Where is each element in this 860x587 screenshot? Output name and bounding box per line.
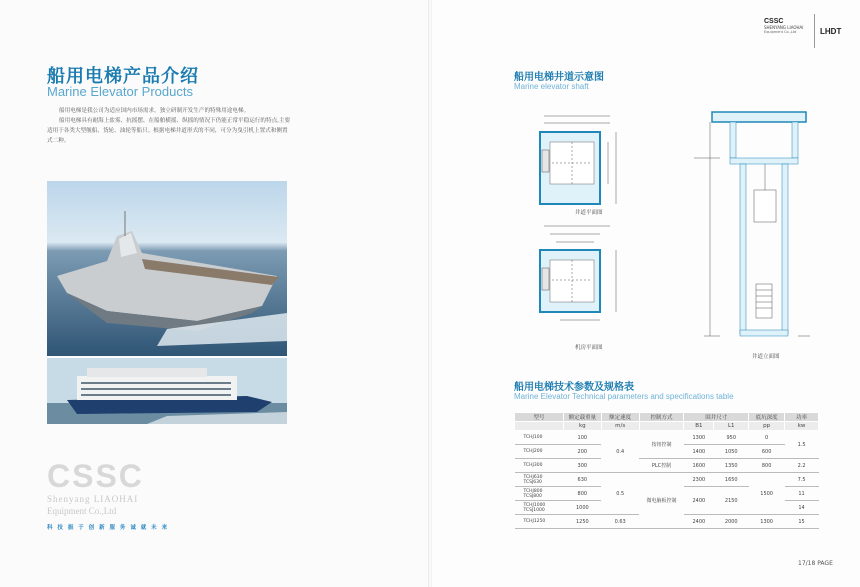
cell-model: TCHJ1250 [515,515,564,529]
cell-load: 800 [563,487,601,501]
model-alt: TCSJ800 [523,493,542,499]
cell-b1: 2300 [684,473,714,487]
table-row [515,459,819,473]
spec-title-en: Marine Elevator Technical parameters and specifications table [514,392,734,401]
shaft-title-cn: 船用电梯井道示意图 [514,72,604,83]
cell-b1: 1300 [684,431,714,445]
table-header-row [515,413,819,422]
brand-subtitle: SHENYANG LIAOHAI [764,25,804,30]
model-main: TCHJ1000 [523,502,546,508]
col-header-speed: 额定速度 [601,413,639,422]
cell-control: 按钮控制 [639,431,684,459]
cell-load: 300 [563,459,601,473]
page-title-cn: 船用电梯产品介绍 [47,66,199,87]
cell-pp: 800 [749,459,785,473]
cell-control: PLC控制 [639,459,684,473]
cell-l1: 1350 [714,459,749,473]
intro-paragraph-1: 船用电梯是我公司为适应国内市场需求，独立研制开发生产的特殊用途电梯。 [59,108,250,114]
model-main: TCHJ630 [523,474,543,480]
unit-b1: B1 [684,422,714,431]
aircraft-carrier-photo [47,181,287,356]
cell-speed: 0.63 [601,515,639,529]
shaft-plan-caption: 井道平面图 [575,210,603,216]
cell-model [515,473,564,487]
spec-table [514,412,819,529]
unit-kg: kg [563,422,601,431]
cell-load: 1250 [563,515,601,529]
cell-b1: 1600 [684,459,714,473]
model-alt: TCSJ1000 [523,507,545,513]
cell-speed: 0.4 [601,431,639,473]
logo-company-suffix: Equipment Co.,Ltd [47,506,117,516]
brand-block [764,18,814,34]
col-header-load: 额定载重量 [563,413,601,422]
intro-text [47,106,292,146]
shaft-elevation-caption: 井道立面图 [752,354,780,360]
cell-control: 微电脑板控制 [639,473,684,529]
logo-company-name: Shenyang LIAOHAI [47,494,139,504]
shaft-elevation-diagram [690,108,820,348]
cell-pp: 1500 [749,473,785,515]
model-alt: TCSJ630 [523,479,542,485]
unit-pp: pp [749,422,785,431]
table-unit-row [515,422,819,431]
col-header-shaft-size: 围井尺寸 [684,413,749,422]
model-main: TCHJ800 [523,488,543,494]
spec-title-cn: 船用电梯技术参数及规格表 [514,382,634,393]
cell-load: 630 [563,473,601,487]
cell-pp: 600 [749,445,785,459]
shaft-plan-diagram [530,108,625,208]
table-row [515,473,819,487]
cell-l1: 950 [714,431,749,445]
cssc-watermark-logo: CSSC [47,458,144,494]
cell-model [515,501,564,515]
unit-l1: L1 [714,422,749,431]
cell-load: 1000 [563,501,601,515]
cell-load: 200 [563,445,601,459]
company-slogan: 科 技 振 于 创 新 服 务 诚 就 未 来 [47,525,169,531]
intro-paragraph-2: 船用电梯具有耐海上盐雾、抗摇摆、在船舶横摇、纵摇的情况下仍能正常平稳运行的特点,主要适用于各类大型舰船、货轮、油轮等船只。根据电梯井道形式的不同，可分为曳引机上置式和侧置式二种。 [47,118,291,144]
cell-kw: 1.5 [785,431,819,459]
page-title-en: Marine Elevator Products [47,84,193,99]
cell-kw: 7.5 [785,473,819,487]
shaft-title-en: Marine elevator shaft [514,82,589,91]
cell-model: TCHJ100 [515,431,564,445]
cell-model: TCHJ200 [515,445,564,459]
cell-model: TCHJ300 [515,459,564,473]
unit-cell-empty [639,422,684,431]
unit-cell-empty [515,422,564,431]
cell-model [515,487,564,501]
page-number: 17/18 PAGE [798,560,833,567]
machine-room-caption: 机房平面图 [575,345,603,351]
passenger-ship-photo [47,358,287,424]
brand-name: CSSC [764,18,784,25]
cell-pp: 1300 [749,515,785,529]
col-header-pit-depth: 底坑深度 [749,413,785,422]
cell-kw: 14 [785,501,819,515]
cell-kw: 2.2 [785,459,819,473]
cell-l1: 1650 [714,473,749,487]
cell-b1: 2400 [684,515,714,529]
page-spine [428,0,432,587]
col-header-control: 控制方式 [639,413,684,422]
brand-code: LHDT [820,27,842,36]
cell-kw: 15 [785,515,819,529]
cell-speed: 0.5 [601,473,639,515]
col-header-power: 功率 [785,413,819,422]
cell-b1: 2400 [684,487,714,515]
col-header-model: 型号 [515,413,564,422]
brand-subtitle-2: Equipment Co.,Ltd [764,30,797,34]
cell-pp: 0 [749,431,785,445]
table-row [515,431,819,445]
machine-room-plan-diagram [530,220,625,340]
brand-divider [814,14,815,48]
cell-b1: 1400 [684,445,714,459]
cell-l1: 2150 [714,487,749,515]
cell-l1: 2000 [714,515,749,529]
unit-kw: kw [785,422,819,431]
cell-load: 100 [563,431,601,445]
cell-l1: 1050 [714,445,749,459]
cell-kw: 11 [785,487,819,501]
unit-ms: m/s [601,422,639,431]
